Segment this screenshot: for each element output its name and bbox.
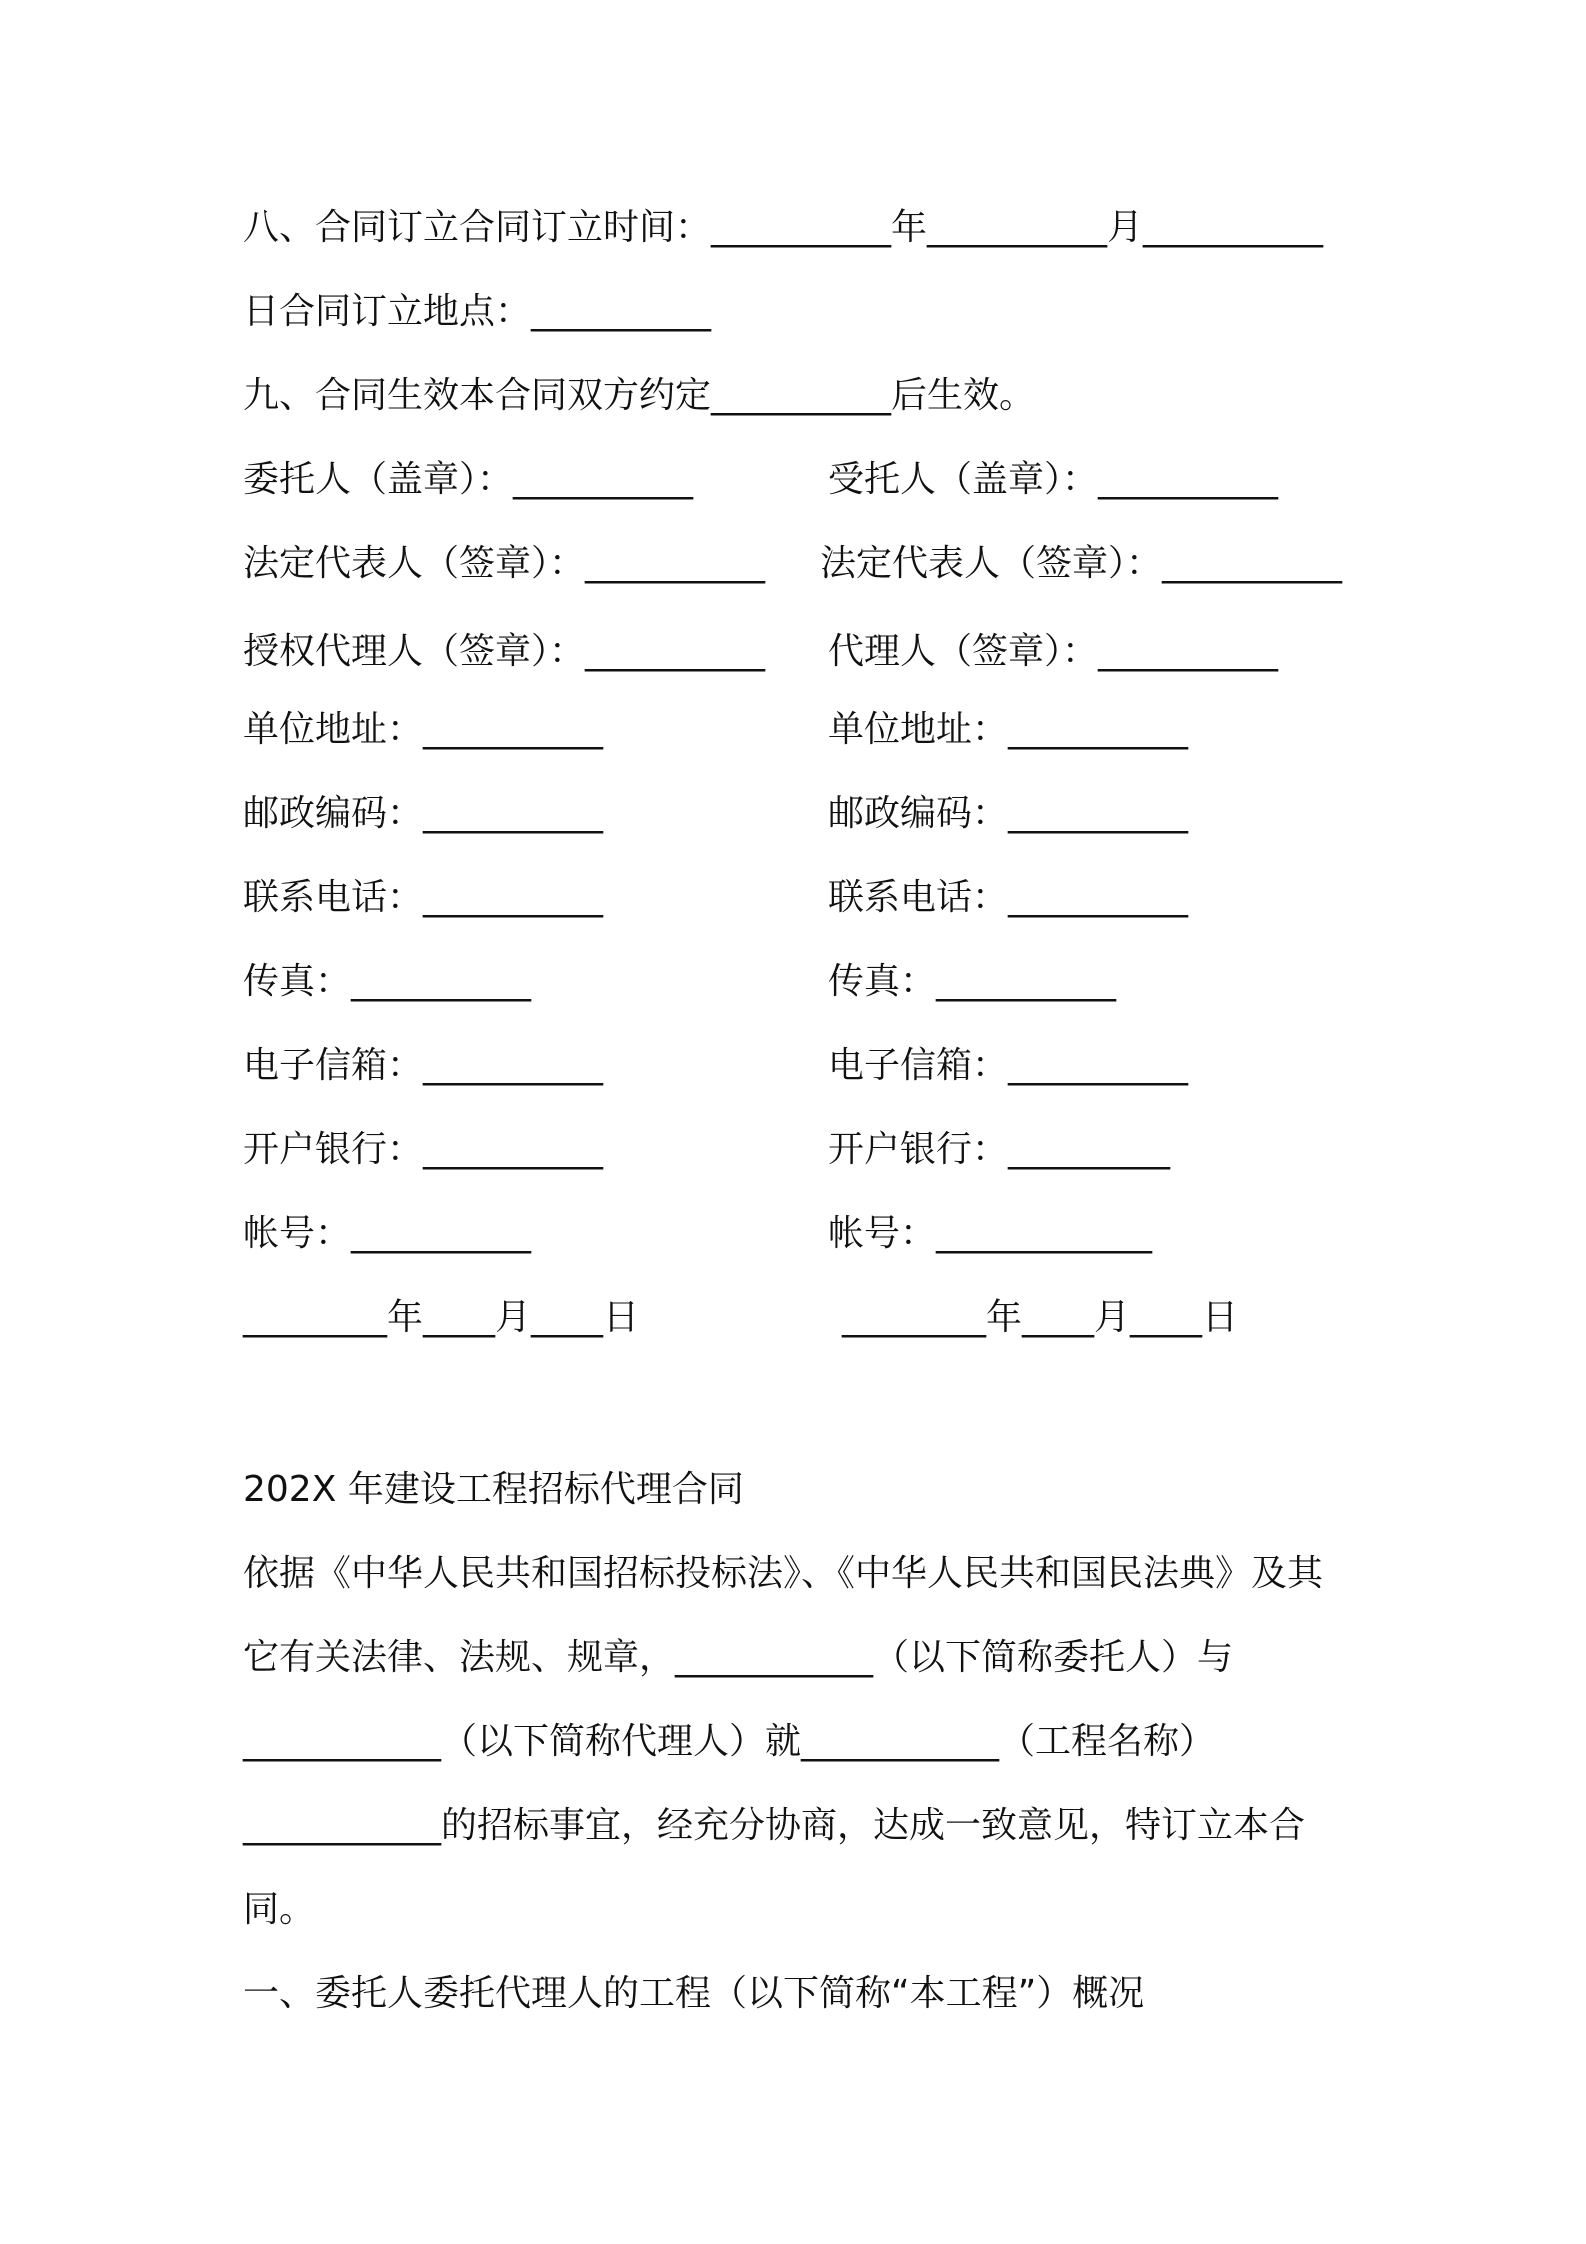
contract-paragraph-line-2: 它有关法律、法规、规章，___________（以下简称委托人）与: [243, 1637, 1234, 1678]
signature-right-8: 电子信箱：__________: [828, 1045, 1189, 1086]
signature-right-3: 代理人（签章）：__________: [828, 631, 1279, 672]
section-9-line-1: 九、合同生效本合同双方约定__________后生效。: [243, 375, 1036, 416]
signature-left-1: 委托人（盖章）：__________: [243, 459, 694, 500]
section-1-heading: 一、委托人委托代理人的工程（以下简称“本工程”）概况: [243, 1973, 1145, 2014]
signature-right-6: 联系电话：__________: [828, 877, 1189, 918]
signature-right-1: 受托人（盖章）：__________: [828, 459, 1279, 500]
signature-right-9: 开户银行：_________: [828, 1129, 1171, 1170]
signature-left-3: 授权代理人（签章）：__________: [243, 631, 766, 672]
signature-right-2: 法定代表人（签章）：__________: [820, 543, 1343, 584]
signature-right-5: 邮政编码：__________: [828, 793, 1189, 834]
contract-title: 202X 年建设工程招标代理合同: [243, 1469, 744, 1510]
signature-left-8: 电子信箱：__________: [243, 1045, 604, 1086]
signature-left-10: 帐号：__________: [243, 1213, 532, 1254]
signature-left-4: 单位地址：__________: [243, 709, 604, 750]
contract-paragraph-line-4: ___________的招标事宜，经充分协商，达成一致意见，特订立本合: [243, 1805, 1306, 1846]
signature-left-6: 联系电话：__________: [243, 877, 604, 918]
signature-right-7: 传真：__________: [828, 961, 1117, 1002]
signature-left-7: 传真：__________: [243, 961, 532, 1002]
contract-paragraph-line-5: 同。: [243, 1889, 316, 1930]
contract-paragraph-line-3: ___________（以下简称代理人）就___________（工程名称）: [243, 1721, 1216, 1762]
signature-left-9: 开户银行：__________: [243, 1129, 604, 1170]
section-8-line-1: 八、合同订立合同订立时间：__________年__________月__________: [243, 207, 1324, 248]
signature-right-4: 单位地址：__________: [828, 709, 1189, 750]
signature-left-date: ________年____月____日: [243, 1297, 639, 1338]
signature-left-2: 法定代表人（签章）：__________: [243, 543, 766, 584]
contract-paragraph-line-1: 依据《中华人民共和国招标投标法》、《中华人民共和国民法典》及其: [243, 1553, 1324, 1594]
section-8-line-2: 日合同订立地点：__________: [243, 291, 712, 332]
signature-right-10: 帐号：____________: [828, 1213, 1153, 1254]
signature-left-5: 邮政编码：__________: [243, 793, 604, 834]
signature-right-date: ________年____月____日: [842, 1297, 1238, 1338]
